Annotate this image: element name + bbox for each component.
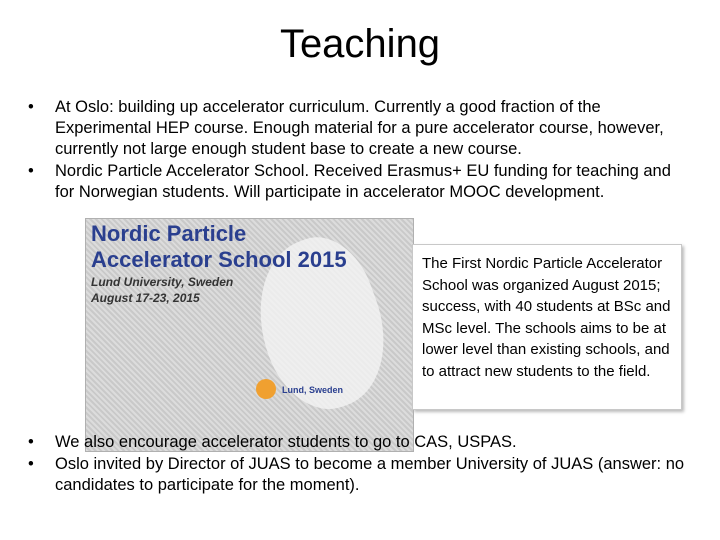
callout-text: The First Nordic Particle Accelerator School was organized [422,255,663,294]
page-title: Teaching [279,22,441,66]
bullet-item [28,97,688,160]
info-callout-box [412,244,682,410]
bullet-icon: • [28,433,34,451]
callout-text: ; success, with 40 students at BSc and MSc level. The schools aims to be at lower level than existing schools, and to attract new students to the field. [422,276,671,380]
bullet-item [28,432,688,453]
bullet-list-top [28,97,688,203]
bullet-text: . Received [304,162,387,180]
bullet-list-bottom [28,432,688,496]
bullet-icon: • [28,162,34,180]
emphasis-text: August 2015 [572,276,657,294]
sun-icon [256,379,276,399]
bullet-text: Oslo invited by Director of JUAS to become a member University of JUAS (answer: no candidates to participate for the moment). [55,455,685,494]
bullet-item [28,161,688,203]
bullet-text: . Currently a good fraction of the Experimental HEP course. Enough material for a pure accelerator course, however, currently not large enough student base to create a new course. [55,98,664,158]
emphasis-text: Erasmus+ EU funding [387,162,548,180]
school-poster-image [85,218,414,452]
emphasis-text: Nordic Particle Accelerator School [55,162,305,180]
poster-location: Lund University, Sweden [91,275,234,289]
bullet-text: At Oslo: building up [55,98,203,116]
bullet-text: for teaching and for Norwegian students. Will participate in accelerator MOOC development. [55,162,671,201]
bullet-text: We also encourage accelerator students to go to CAS, USPAS. [55,433,517,451]
bullet-item [28,454,688,496]
bullet-icon: • [28,98,34,116]
poster-city-label: Lund, Sweden [282,385,344,395]
poster-title-line: Nordic Particle [91,221,247,246]
poster-title-line: Accelerator School 2015 [91,247,347,272]
poster-title [91,221,347,273]
bullet-icon: • [28,455,34,473]
emphasis-text: accelerator curriculum [202,98,365,116]
poster-dates: August 17-23, 2015 [91,291,200,305]
